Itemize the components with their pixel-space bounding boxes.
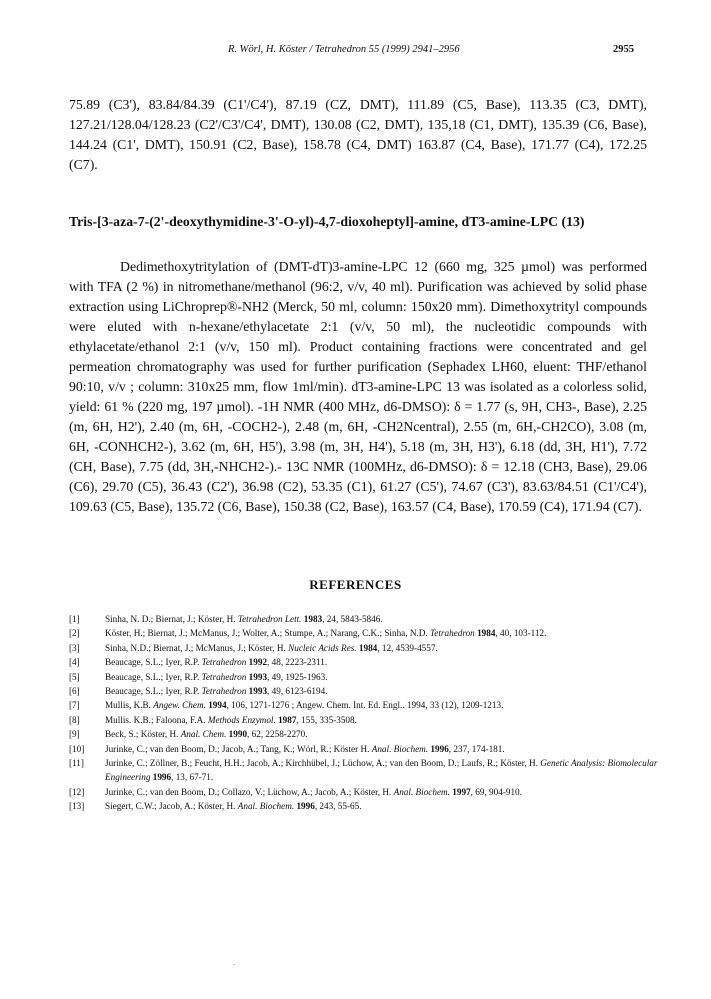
reference-item	[69, 785, 669, 799]
reference-year: 1994	[208, 700, 227, 711]
reference-year: 1996	[296, 801, 315, 812]
reference-year: 1997	[452, 786, 471, 797]
reference-journal: Genetic Analysis: Biomolecular Engineering	[105, 758, 658, 783]
reference-text	[105, 698, 669, 712]
reference-item	[69, 612, 669, 626]
reference-year: 1984	[358, 642, 378, 653]
reference-journal: Tetrahedron Lett.	[237, 614, 302, 624]
reference-authors: Siegert, C.W.; Jacob, A.; Köster, H.	[105, 801, 236, 812]
reference-item	[69, 799, 669, 813]
reference-year: 1990	[228, 729, 248, 740]
reference-journal: Tetrahedron	[201, 686, 247, 697]
reference-authors: Köster, H.; Biernat, J.; McManus, J.; Wolter, A.; Stumpe, A.; Narang, C.K.; Sinha, N.D.	[105, 628, 428, 639]
reference-year: 1996	[152, 772, 172, 783]
reference-number: [4]	[69, 657, 80, 668]
reference-item	[69, 655, 669, 669]
reference-item	[69, 727, 669, 741]
reference-year: 1993	[248, 671, 268, 682]
reference-journal: Anal. Biochem.	[393, 786, 450, 797]
reference-text	[105, 655, 669, 669]
reference-authors: Mullis. K.B.; Faloona, F.A.	[105, 714, 206, 725]
reference-volume-pages: , 49, 6123-6194.	[267, 686, 328, 697]
scan-artifact	[233, 964, 235, 965]
reference-text	[105, 742, 669, 756]
reference-journal: Tetrahedron	[201, 671, 247, 682]
reference-item	[69, 684, 669, 698]
reference-volume-pages: , 243, 55-65.	[314, 801, 362, 812]
reference-text	[105, 727, 669, 741]
reference-volume-pages: , 48, 2223-2311.	[267, 657, 328, 668]
reference-year: 1993	[248, 686, 268, 697]
reference-item	[69, 641, 669, 655]
reference-text	[105, 612, 669, 626]
reference-volume-pages: , 40, 103-112.	[495, 628, 547, 639]
reference-item	[69, 626, 669, 640]
reference-authors: Beck, S.; Köster, H.	[105, 729, 179, 740]
reference-authors: Jurinke, C.; van den Boom, D.; Jacob, A.; Tang, K.; Wörl, R.; Köster H.	[105, 743, 370, 754]
reference-authors: Mullis, K.B.	[105, 700, 151, 711]
reference-journal: Tetrahedron	[430, 628, 475, 639]
reference-authors: Beaucage, S.L.; Iyer, R.P.	[105, 657, 200, 668]
reference-text	[105, 626, 669, 640]
reference-text	[105, 713, 669, 727]
reference-number: [1]	[69, 614, 80, 624]
reference-text	[105, 670, 669, 684]
reference-number: [9]	[69, 729, 80, 740]
reference-number: [5]	[69, 671, 80, 682]
reference-authors: Sinha, N.D.; Biernat, J.; McManus, J.; Köster, H.	[105, 642, 286, 653]
reference-volume-pages: , 24, 5843-5846.	[322, 614, 383, 624]
reference-year: 1996	[430, 743, 449, 754]
reference-item	[69, 713, 669, 727]
reference-number: [7]	[69, 700, 80, 711]
reference-journal: Angew. Chem.	[153, 700, 206, 711]
reference-number: [10]	[69, 743, 85, 754]
section-heading: Tris-[3-aza-7-(2'-deoxythymidine-3'-O-yl)-4,7-dioxoheptyl]-amine, dT3-amine-LPC (13)	[69, 214, 585, 229]
running-header	[0, 44, 711, 60]
synthesis-paragraph: Dedimethoxytritylation of (DMT-dT)3-amine-LPC 12 (660 mg, 325 µmol) was performed with TFA (2 %) in nitromethane/methanol (96:2, v/v, 40 ml). Purification was achieved by solid phase extraction using LiChroprep®-NH2 (Merck, 50 ml, column: 150x20 mm). Dimethoxytrityl compounds were eluted with n-hexane/ethylacetate 2:1 (v/v, 50 ml), the nucleotidic compounds with ethylacetate/ethanol 2:1 (v/v, 150 ml). Product containing fractions were concentrated and gel permeation chromatography was used for further purification (Sephadex LH60, eluent: THF/ethanol 90:10, v/v ; column: 310x25 mm, flow 1ml/min). dT3-amine-LPC 13 was isolated as a colorless solid, yield: 61 % (220 mg, 197 µmol). -1H NMR (400 MHz, d6-DMSO): δ = 1.77 (s, 9H, CH3-, Base), 2.25 (m, 6H, H2'), 2.40 (m, 6H, -COCH2-), 2.48 (m, 6H, -CH2Ncentral), 2.55 (m, 6H,-CH2CO), 3.08 (m, 6H, -CONHCH2-), 3.62 (m, 6H, H5'), 3.98 (m, 3H, H4'), 5.18 (m, 3H, H3'), 6.18 (dd, 3H, H1'), 7.72 (CH, Base), 7.75 (dd, 3H,-NHCH2-).- 13C NMR (100MHz, d6-DMSO): δ = 12.18 (CH3, Base), 29.06 (C6), 29.70 (C5), 36.43 (C2'), 36.98 (C2), 53.35 (C1), 61.27 (C5'), 74.67 (C3'), 83.63/84.51 (C1'/C4'), 109.63 (C5, Base), 135.72 (C6, Base), 150.38 (C2, Base), 163.57 (C4, Base), 170.59 (C4), 171.94 (C7).	[69, 259, 647, 514]
reference-year: 1984	[477, 628, 496, 639]
page-number: 2955	[613, 44, 634, 55]
reference-volume-pages: , 106, 1271-1276 ; Angew. Chem. Int. Ed. Engl.. 1994, 33 (12), 1209-1213.	[226, 700, 504, 711]
reference-authors: Sinha, N. D.; Biernat, J.; Köster, H.	[105, 614, 236, 624]
reference-authors: Beaucage, S.L.; Iyer, R.P.	[105, 686, 200, 697]
reference-journal: Methods Enzymol.	[207, 714, 276, 725]
reference-item	[69, 742, 669, 756]
reference-volume-pages: , 69, 904-910.	[470, 786, 522, 797]
reference-list	[69, 612, 669, 814]
reference-number: [12]	[69, 786, 85, 797]
reference-authors: Jurinke, C.; van den Boom, D.; Collazo, V.; Lüchow, A.; Jacob, A.; Köster, H.	[105, 786, 392, 797]
reference-volume-pages: , 13, 67-71.	[171, 772, 214, 783]
reference-volume-pages: , 49, 1925-1963.	[267, 671, 328, 682]
reference-item	[69, 670, 669, 684]
reference-number: [6]	[69, 686, 80, 697]
reference-authors: Beaucage, S.L.; Iyer, R.P.	[105, 671, 200, 682]
reference-year: 1987	[278, 714, 297, 725]
reference-volume-pages: , 62, 2258-2270.	[247, 729, 308, 740]
nmr-data-continuation: 75.89 (C3'), 83.84/84.39 (C1'/C4'), 87.19 (CZ, DMT), 111.89 (C5, Base), 113.35 (C3, DMT), 127.21/128.04/128.23 (C2'/C3'/C4', DMT), 130.08 (C2, DMT), 135,18 (C1, DMT), 135.39 (C6, Base), 144.24 (C1', DMT), 150.91 (C2, Base), 158.78 (C4, DMT) 163.87 (C4, Base), 171.77 (C4), 172.25 (C7).	[69, 97, 647, 172]
reference-journal: Anal. Biochem.	[371, 743, 429, 754]
reference-item	[69, 756, 669, 785]
reference-number: [11]	[69, 758, 84, 769]
reference-text	[105, 684, 669, 698]
reference-year: 1992	[248, 657, 268, 668]
reference-text	[105, 785, 669, 799]
reference-journal: Tetrahedron	[201, 657, 247, 668]
reference-number: [3]	[69, 642, 80, 653]
reference-journal: Nucleic Acids Res.	[288, 642, 357, 653]
reference-volume-pages: , 237, 174-181.	[448, 743, 505, 754]
reference-text	[105, 756, 669, 785]
reference-journal: Anal. Chem.	[180, 729, 227, 740]
references-heading: REFERENCES	[309, 577, 402, 592]
reference-journal: Anal. Biochem.	[237, 801, 295, 812]
reference-volume-pages: , 12, 4539-4557.	[377, 642, 438, 653]
reference-text	[105, 641, 669, 655]
reference-year: 1983	[303, 614, 323, 624]
reference-volume-pages: , 155, 335-3508.	[296, 714, 357, 725]
reference-authors: Jurinke, C.; Zöllner, B.; Feucht, H.H.; Jacob, A.; Kirchhübel, J.; Lüchow, A.; van den Boom, D.; Laufs, R.; Köster, H.	[105, 758, 538, 769]
reference-number: [8]	[69, 714, 80, 725]
reference-item	[69, 698, 669, 712]
running-head: R. Wörl, H. Köster / Tetrahedron 55 (1999) 2941–2956	[228, 44, 460, 55]
reference-text	[105, 799, 669, 813]
reference-number: [2]	[69, 628, 80, 639]
reference-number: [13]	[69, 801, 85, 812]
